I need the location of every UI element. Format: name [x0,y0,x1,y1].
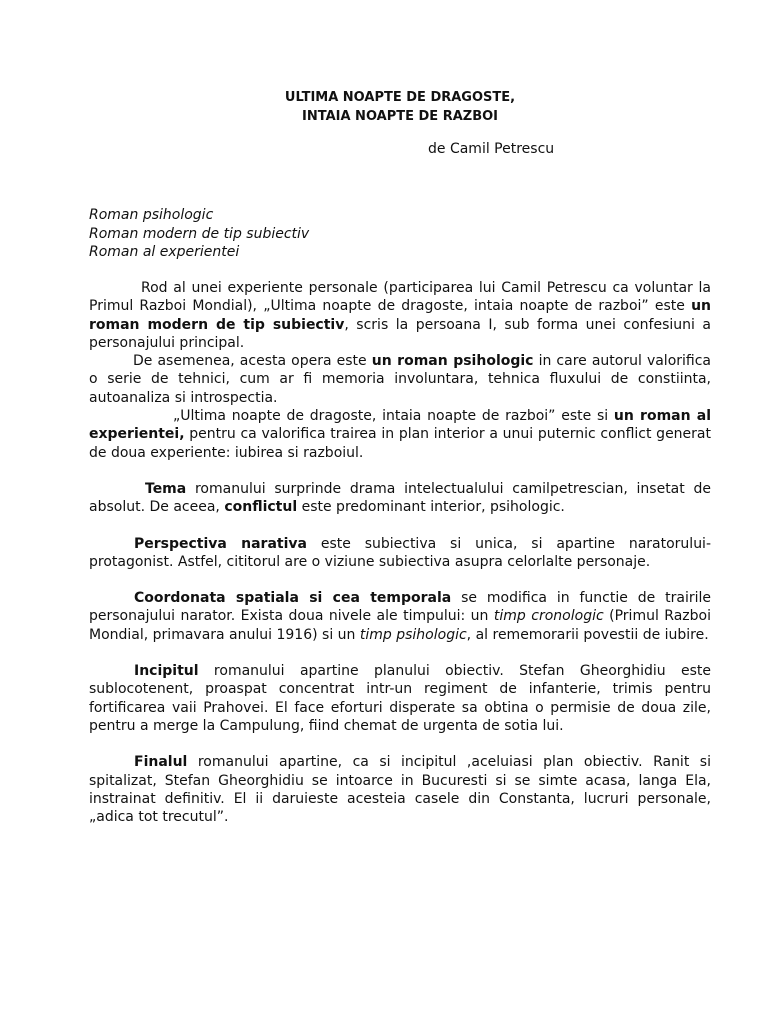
paragraph-gap [89,462,711,480]
paragraph-origin: Rod al unei experiente personale (participarea lui Camil Petrescu ca voluntar la Primul Razboi Mondial), „Ultima noapte de dragoste, intaia noapte de razboi” este un roman modern de tip subiectiv, scris la persoana I, sub forma unei confesiuni a personajului principal. [89,280,711,351]
bold-phrase: Finalul [134,754,188,771]
paragraph-perspective: Perspectiva narativa este subiectiva si unica, si apartine naratorului-protagonist. Astfel, cititorul are o viziune subiectiva asupra celorlalte personaje. [89,535,712,570]
genre-list [89,206,309,262]
bold-phrase: Tema [145,480,187,497]
bold-phrase: conflictul [224,499,298,516]
bold-phrase: Coordonata spatiala si cea temporala [134,590,452,607]
paragraph-coordinates: Coordonata spatiala si cea temporala se modifica in functie de trairile personajului narator. Exista doua nivele ale timpului: un timp cronologic (Primul Razboi Mondial, primavara anului 1916) si un timp psihologic, al rememorarii povestii de iubire. [89,590,711,643]
paragraph-theme: Tema romanului surprinde drama intelectualului camilpetrescian, insetat de absolut. De aceea, conflictul este predominant interior, psihologic. [89,480,711,516]
bold-phrase: Perspectiva narativa [134,535,307,552]
italic-phrase: timp psihologic [359,626,467,643]
paragraph-gap [89,735,711,753]
page-title [0,88,768,126]
paragraph-gap [89,571,711,589]
genre-item: Roman al experientei [89,244,240,260]
genre-item: Roman modern de tip subiectiv [89,225,310,242]
genre-item: Roman psihologic [89,207,214,223]
paragraph-gap [89,644,711,662]
paragraph-psychological: De asemenea, acesta opera este un roman psihologic in care autorul valorifica o serie de tehnici, cum ar fi memoria involuntara, tehnica fluxului de constiinta, autoanaliza si introspectia. [89,353,711,406]
bold-phrase: un roman psihologic [371,353,534,370]
author-line: de Camil Petrescu [428,141,555,157]
bold-phrase: un roman al experientei, [89,408,711,443]
paragraph-gap [89,517,711,535]
bold-phrase: un roman modern de tip subiectiv [89,298,711,333]
title-line-1: ULTIMA NOAPTE DE DRAGOSTE, [284,90,516,105]
paragraph-final: Finalul romanului apartine, ca si incipitul ,aceluiasi plan obiectiv. Ranit si spitalizat, Stefan Gheorghidiu se intoarce in Bucuresti si se simte acasa, langa Ela, instrainat definitiv. El ii daruieste acesteia casele din Constanta, lucruri personale, „adica tot trecutul”. [89,754,711,826]
paragraph-incipit: Incipitul romanului apartine planului obiectiv. Stefan Gheorghidiu este sublocotenent, proaspat concentrat intr-un regiment de infanterie, trimis pentru fortificarea vaii Prahovei. El face eforturi disperate sa obtina o permisie de doua zile, pentru a merge la Campulung, fiind chemat de urgenta de sotia lui. [89,663,711,734]
title-line-2: INTAIA NOAPTE DE RAZBOI [302,109,498,124]
bold-phrase: Incipitul [134,663,199,680]
document-body [89,279,711,826]
paragraph-experience: „Ultima noapte de dragoste, intaia noapte de razboi” este si un roman al experientei, pentru ca valorifica trairea in plan interior a unui puternic conflict generat de doua experiente: iubirea si razboiul. [89,408,711,461]
italic-phrase: timp cronologic [493,608,604,625]
